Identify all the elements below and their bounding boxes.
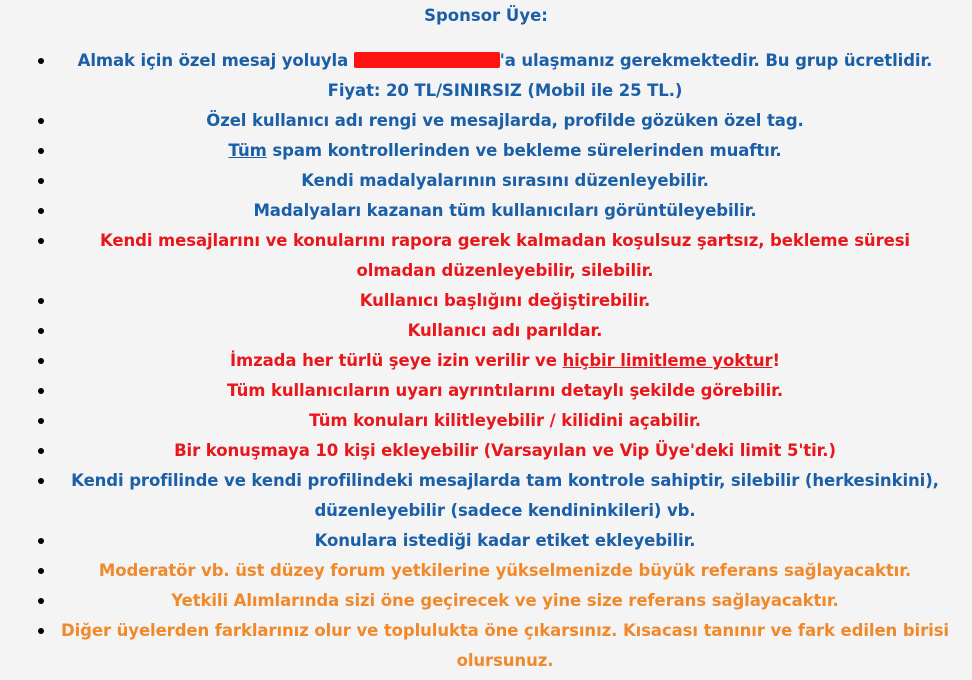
list-item — [0, 196, 972, 226]
bullet-icon — [38, 118, 44, 124]
item-text: Kendi profilinde ve kendi profilindeki mesajlarda tam kontrole sahiptir, silebilir (herkesinkini), düzenleyebilir (sadece kendininkileri) vb. — [71, 471, 939, 520]
list-item — [0, 46, 972, 106]
item-text: Yetkili Alımlarında sizi öne geçirecek ve yine size referans sağlayacaktır. — [171, 591, 839, 610]
list-item — [0, 316, 972, 346]
item-text: Kullanıcı adı parıldar. — [407, 321, 603, 340]
item-text: Bir konuşmaya 10 kişi ekleyebilir (Varsayılan ve Vip Üye'deki limit 5'tir.) — [174, 441, 836, 460]
bullet-icon — [38, 208, 44, 214]
bullet-icon — [38, 328, 44, 334]
list-item — [0, 376, 972, 406]
list-item — [0, 466, 972, 526]
list-item — [0, 136, 972, 166]
bullet-icon — [38, 478, 44, 484]
item-text: Madalyaları kazanan tüm kullanıcıları görüntüleyebilir. — [253, 201, 757, 220]
bullet-icon — [38, 238, 44, 244]
bullet-icon — [38, 298, 44, 304]
list-item — [0, 556, 972, 586]
item-text: Kendi madalyalarının sırasını düzenleyebilir. — [301, 171, 709, 190]
item-text: ! — [772, 351, 780, 370]
item-text: Konulara istediği kadar etiket ekleyebilir. — [314, 531, 696, 550]
list-item — [0, 586, 972, 616]
bullet-icon — [38, 178, 44, 184]
feature-list — [0, 46, 972, 676]
item-text: Tüm konuları kilitleyebilir / kilidini açabilir. — [309, 411, 701, 430]
section-title: Sponsor Üye: — [424, 6, 548, 25]
list-item — [0, 226, 972, 286]
item-text: Moderatör vb. üst düzey forum yetkilerine yükselmenizde büyük referans sağlayacaktır. — [98, 561, 912, 580]
bullet-icon — [38, 358, 44, 364]
underlined-phrase: hiçbir limitleme yoktur — [562, 351, 773, 370]
item-text: Almak için özel mesaj yoluyla — [77, 51, 354, 70]
bullet-icon — [38, 598, 44, 604]
bullet-icon — [38, 388, 44, 394]
redacted-username-block — [354, 52, 500, 68]
bullet-icon — [38, 538, 44, 544]
item-text: Özel kullanıcı adı rengi ve mesajlarda, profilde gözüken özel tag. — [206, 111, 804, 130]
list-item — [0, 166, 972, 196]
item-text: Diğer üyelerden farklarınız olur ve toplulukta öne çıkarsınız. Kısacası tanınır ve fark edilen birisi olursunuz. — [61, 621, 949, 670]
bullet-icon — [38, 448, 44, 454]
item-text: spam kontrollerinden ve bekleme sürelerinden muaftır. — [266, 141, 782, 160]
item-text: Kendi mesajlarını ve konularını rapora gerek kalmadan koşulsuz şartsız, bekleme süresi olmadan düzenleyebilir, silebilir. — [100, 231, 910, 280]
bullet-icon — [38, 418, 44, 424]
bullet-icon — [38, 628, 44, 634]
item-text: Kullanıcı başlığını değiştirebilir. — [359, 291, 651, 310]
list-item — [0, 286, 972, 316]
item-text: İmzada her türlü şeye izin verilir ve — [230, 351, 563, 370]
list-item — [0, 526, 972, 556]
item-text: Tüm kullanıcıların uyarı ayrıntılarını detaylı şekilde görebilir. — [227, 381, 783, 400]
list-item — [0, 406, 972, 436]
list-item — [0, 616, 972, 676]
underlined-word: Tüm — [228, 141, 267, 160]
bullet-icon — [38, 58, 44, 64]
bullet-icon — [38, 568, 44, 574]
list-item — [0, 436, 972, 466]
bullet-icon — [38, 148, 44, 154]
item-text: 'a ulaşmanız gerekmektedir. Bu grup ücretlidir. Fiyat: 20 TL/SINIRSIZ (Mobil ile 25 TL.) — [327, 51, 933, 100]
list-item — [0, 106, 972, 136]
list-item — [0, 346, 972, 376]
